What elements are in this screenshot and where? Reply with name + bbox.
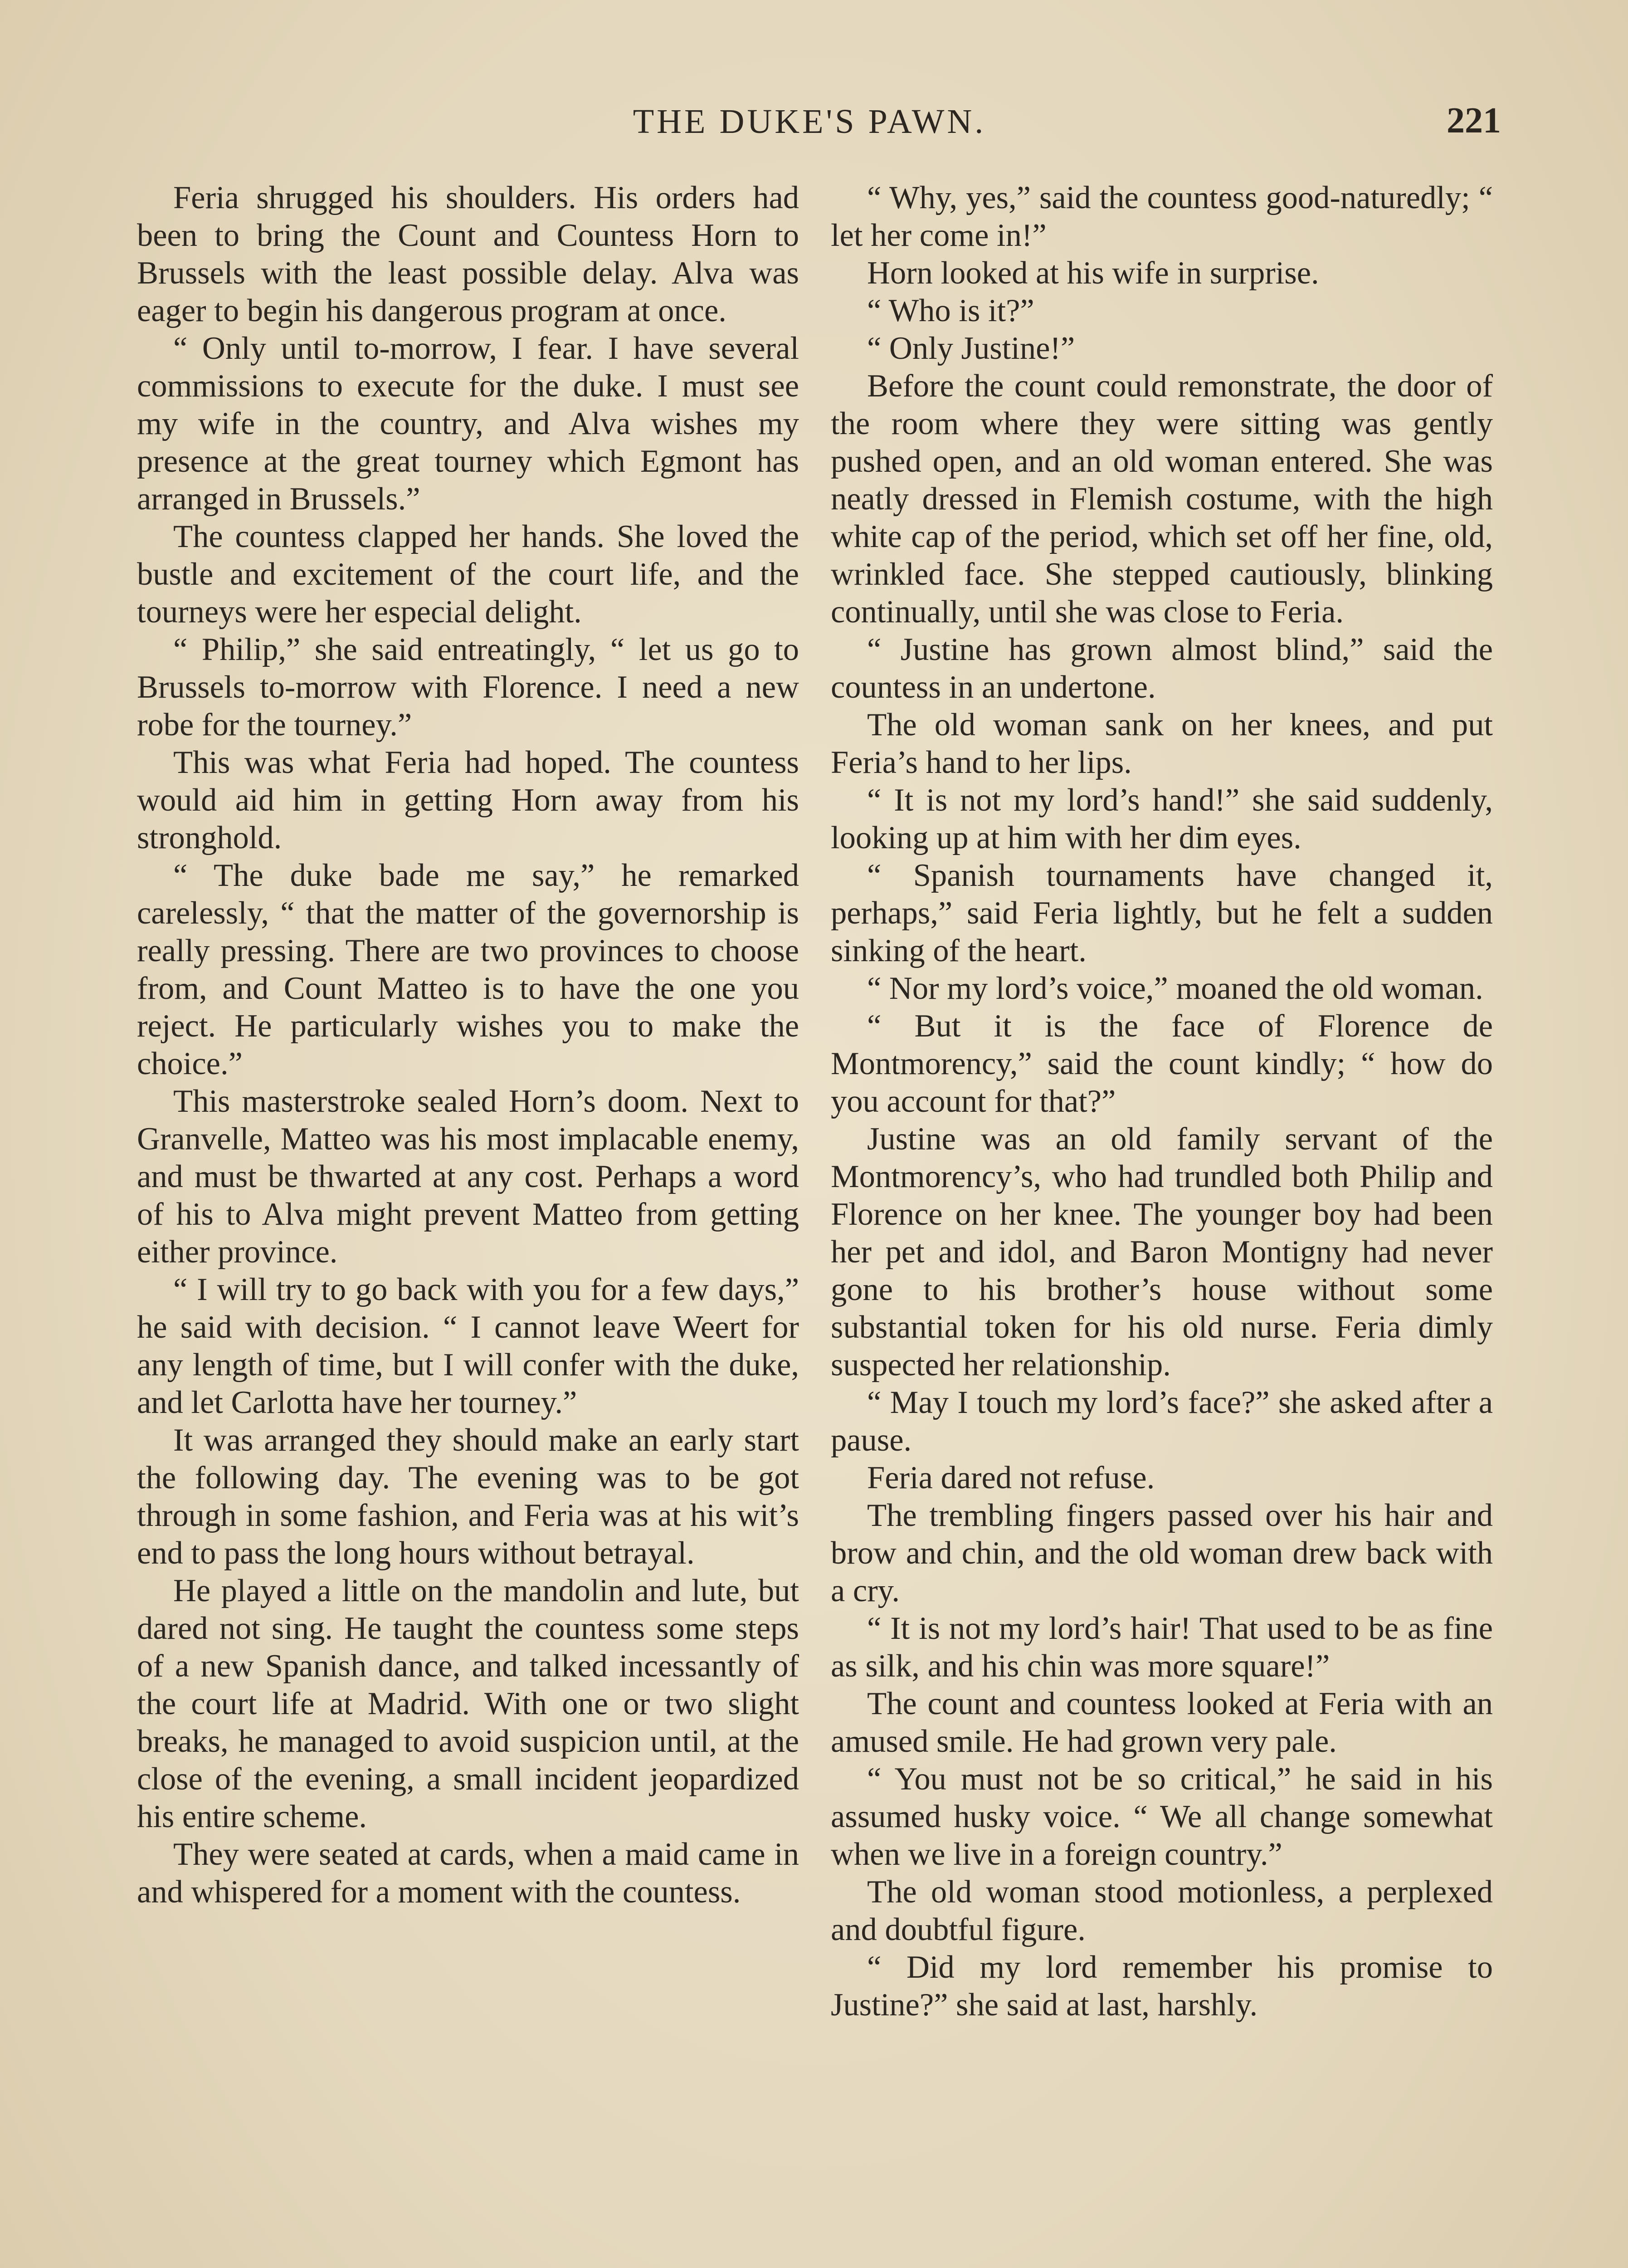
page-header bbox=[118, 102, 1501, 156]
paragraph: Horn looked at his wife in surprise. bbox=[867, 255, 1319, 291]
paragraph: “ Philip,” she said entreatingly, “ let us go to Brussels to-morrow with Florence. I need a new robe for the tourney.” bbox=[137, 632, 799, 743]
paragraph: He played a little on the mandolin and lute, but dared not sing. He taught the countess some steps of a new Spanish dance, and talked incessantly of the court life at Madrid. With one or two slight breaks, he managed to avoid suspicion until, at the close of the evening, a small incident jeopardized his entire scheme. bbox=[137, 1573, 799, 1834]
paragraph: The old woman stood motionless, a perplexed and doubtful figure. bbox=[831, 1874, 1493, 1947]
paragraph: “ May I touch my lord’s face?” she asked after a pause. bbox=[831, 1385, 1493, 1458]
paragraph: “ Only Justine!” bbox=[867, 331, 1075, 366]
paragraph: The count and countess looked at Feria with an amused smile. He had grown very pale. bbox=[831, 1686, 1493, 1759]
paragraph: “ Spanish tournaments have changed it, perhaps,” said Feria lightly, but he felt a sudden sinking of the heart. bbox=[831, 858, 1493, 968]
paragraph: “ Only until to-morrow, I fear. I have several commissions to execute for the duke. I must see my wife in the country, and Alva wishes my presence at the great tourney which Egmont has arranged in Brussels.” bbox=[137, 331, 799, 517]
paragraph: “ The duke bade me say,” he remarked carelessly, “ that the matter of the governorship is really pressing. There are two provinces to choose from, and Count Matteo is to have the one you reject. He particularly wishes you to make the choice.” bbox=[137, 858, 799, 1081]
paragraph: “ It is not my lord’s hand!” she said suddenly, looking up at him with her dim eyes. bbox=[831, 782, 1493, 855]
right-column bbox=[831, 179, 1493, 2024]
paragraph: The old woman sank on her knees, and put Feria’s hand to her lips. bbox=[831, 707, 1493, 780]
paragraph: “ Did my lord remember his promise to Justine?” she said at last, harshly. bbox=[831, 1950, 1493, 2023]
paragraph: This was what Feria had hoped. The countess would aid him in getting Horn away from his stronghold. bbox=[137, 745, 799, 855]
page-number: 221 bbox=[1447, 101, 1501, 141]
paragraph: “ But it is the face of Florence de Montmorency,” said the count kindly; “ how do you account for that?” bbox=[831, 1008, 1493, 1119]
paragraph: Before the count could remonstrate, the door of the room where they were sitting was gently pushed open, and an old woman entered. She was neatly dressed in Flemish costume, with the high white cap of the period, which set off her fine, old, wrinkled face. She stepped cautiously, blinking continually, until she was close to Feria. bbox=[831, 368, 1493, 630]
paragraph: “ Justine has grown almost blind,” said the countess in an undertone. bbox=[831, 632, 1493, 705]
paragraph: It was arranged they should make an early start the following day. The evening was to be got through in some fashion, and Feria was at his wit’s end to pass the long hours without betrayal. bbox=[137, 1422, 799, 1571]
paragraph: “ Why, yes,” said the countess good-naturedly; “ let her come in!” bbox=[831, 180, 1493, 253]
paragraph: “ I will try to go back with you for a few days,” he said with decision. “ I cannot leave Weert for any length of time, but I will confer with the duke, and let Carlotta have her tourney.” bbox=[137, 1272, 799, 1420]
paragraph: This masterstroke sealed Horn’s doom. Next to Granvelle, Matteo was his most implacable enemy, and must be thwarted at any cost. Perhaps a word of his to Alva might prevent Matteo from getting either province. bbox=[137, 1084, 799, 1270]
paragraph: “ Nor my lord’s voice,” moaned the old woman. bbox=[867, 971, 1483, 1006]
paragraph: Feria dared not refuse. bbox=[867, 1460, 1155, 1496]
paragraph: The countess clapped her hands. She loved the bustle and excitement of the court life, and the tourneys were her especial delight. bbox=[137, 519, 799, 630]
running-title: THE DUKE'S PAWN. bbox=[633, 103, 986, 141]
paragraph: They were seated at cards, when a maid came in and whispered for a moment with the countess. bbox=[137, 1837, 799, 1910]
left-column bbox=[137, 179, 799, 1911]
paragraph: “ You must not be so critical,” he said in his assumed husky voice. “ We all change somewhat when we live in a foreign country.” bbox=[831, 1761, 1493, 1872]
paragraph: “ It is not my lord’s hair! That used to be as fine as silk, and his chin was more square!” bbox=[831, 1611, 1493, 1684]
paragraph: “ Who is it?” bbox=[867, 293, 1034, 328]
paragraph: Feria shrugged his shoulders. His orders had been to bring the Count and Countess Horn to Brussels with the least possible delay. Alva was eager to begin his dangerous program at once. bbox=[137, 180, 799, 328]
paragraph: Justine was an old family servant of the Montmorency’s, who had trundled both Philip and Florence on her knee. The younger boy had been her pet and idol, and Baron Montigny had never gone to his brother’s house without some substantial token for his old nurse. Feria dimly suspected her relationship. bbox=[831, 1121, 1493, 1383]
paragraph: The trembling fingers passed over his hair and brow and chin, and the old woman drew back with a cry. bbox=[831, 1498, 1493, 1608]
